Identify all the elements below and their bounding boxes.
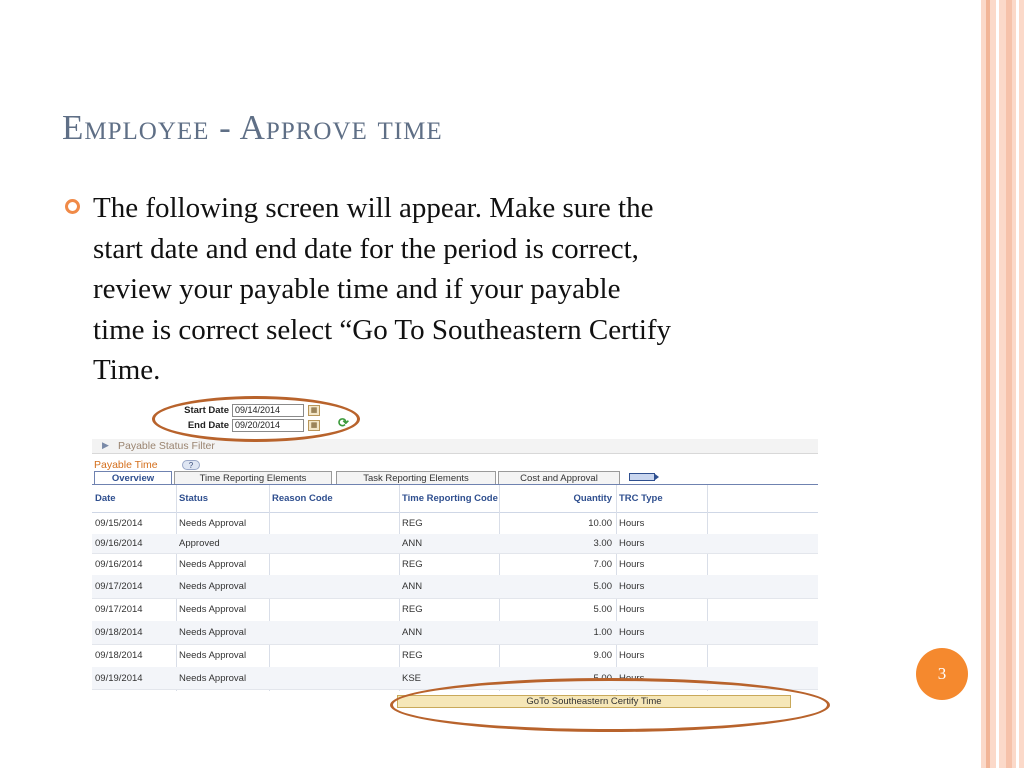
column-header-quantity: Quantity: [573, 492, 612, 504]
table-row: [92, 534, 818, 554]
cell-quantity: 1.00: [593, 627, 612, 638]
cell-status: Needs Approval: [179, 604, 247, 615]
column-header-status: Status: [179, 492, 209, 504]
calendar-icon[interactable]: ▦: [308, 420, 320, 431]
cell-trc: REG: [402, 518, 423, 529]
cell-date: 09/16/2014: [95, 558, 143, 570]
cell-quantity: 5.00: [593, 581, 612, 592]
cell-quantity: 5.00: [593, 672, 612, 684]
decorative-stripe: [986, 0, 990, 768]
cell-status: Needs Approval: [179, 518, 247, 529]
cell-reason: [269, 598, 399, 621]
cell-reason: [269, 667, 399, 689]
table-row: [92, 644, 818, 668]
body-line: time is correct select “Go To Southeastern Certify: [93, 313, 672, 346]
tab-task-reporting-elements[interactable]: Task Reporting Elements: [336, 471, 496, 484]
cell-date: 09/18/2014: [95, 627, 143, 638]
goto-certify-time-button[interactable]: GoTo Southeastern Certify Time: [397, 695, 791, 708]
refresh-icon[interactable]: ⟳: [338, 415, 349, 430]
body-line: The following screen will appear. Make sure the: [93, 192, 654, 224]
cell-date: 09/17/2014: [95, 604, 143, 615]
cell-trc-type: Hours: [619, 581, 645, 592]
show-all-columns-icon[interactable]: [629, 473, 655, 481]
decorative-stripe: [1016, 0, 1019, 768]
start-date-input[interactable]: 09/14/2014: [232, 404, 304, 417]
highlight-oval-certify: [390, 678, 830, 732]
cell-date: 09/17/2014: [95, 581, 143, 592]
expand-triangle-icon: ▶: [102, 440, 109, 450]
tab-bar: [92, 471, 818, 485]
start-date-label: Start Date: [184, 405, 229, 416]
slide-body: [93, 188, 893, 391]
cell-status: Needs Approval: [179, 650, 247, 661]
body-line: Time.: [93, 354, 161, 386]
body-line: start date and end date for the period is correct,: [93, 232, 639, 265]
cell-quantity: 5.00: [593, 604, 612, 615]
column-header-time-reporting-code: Time Reporting Code: [402, 492, 498, 504]
cell-trc: REG: [402, 604, 423, 615]
cell-quantity: 7.00: [593, 558, 612, 570]
cell-status: Needs Approval: [179, 672, 247, 684]
help-icon[interactable]: ?: [182, 460, 200, 470]
cell-trc: REG: [402, 558, 423, 570]
cell-status: Needs Approval: [179, 581, 247, 592]
payable-time-label: Payable Time: [94, 459, 158, 471]
cell-date: 09/16/2014: [95, 538, 143, 549]
cell-trc-type: Hours: [619, 558, 645, 570]
cell-reason: [269, 621, 399, 644]
table-row: [92, 575, 818, 599]
cell-trc: ANN: [402, 538, 423, 549]
cell-status: Approved: [179, 538, 220, 549]
decorative-stripe: [996, 0, 999, 768]
cell-trc-type: Hours: [619, 538, 645, 549]
cell-trc-type: Hours: [619, 650, 645, 661]
cell-trc-type: Hours: [619, 672, 645, 684]
tab-time-reporting-elements[interactable]: Time Reporting Elements: [174, 471, 332, 484]
highlight-oval-dates: [152, 396, 360, 442]
cell-date: 09/19/2014: [95, 672, 143, 684]
cell-status: Needs Approval: [179, 558, 247, 570]
cell-reason: [269, 575, 399, 598]
filter-label: Payable Status Filter: [118, 440, 215, 452]
page-number-badge: 3: [916, 648, 968, 700]
slide-title: Employee - Approve time: [62, 108, 443, 147]
calendar-icon[interactable]: ▦: [308, 405, 320, 416]
decorative-stripe: [1006, 0, 1012, 768]
grid-header: [92, 485, 818, 513]
cell-trc: KSE: [402, 672, 422, 684]
tab-overview[interactable]: Overview: [94, 471, 172, 484]
cell-trc: REG: [402, 650, 423, 661]
cell-trc-type: Hours: [619, 518, 645, 529]
column-header-trc-type: TRC Type: [619, 492, 663, 504]
cell-trc: ANN: [402, 581, 423, 592]
cell-quantity: 9.00: [593, 650, 612, 661]
table-row: [92, 513, 818, 535]
cell-trc-type: Hours: [619, 627, 645, 638]
table-row: [92, 598, 818, 622]
cell-quantity: 10.00: [588, 518, 612, 529]
end-date-input[interactable]: 09/20/2014: [232, 419, 304, 432]
table-row: [92, 553, 818, 576]
cell-reason: [269, 644, 399, 667]
cell-reason: [269, 553, 399, 575]
cell-date: 09/15/2014: [95, 518, 143, 529]
cell-trc: ANN: [402, 627, 423, 638]
end-date-label: End Date: [187, 420, 229, 431]
body-line: review your payable time and if your payable: [93, 273, 621, 305]
cell-reason: [269, 534, 399, 553]
bullet-icon: [65, 199, 80, 214]
payable-status-filter[interactable]: [92, 439, 818, 454]
cell-quantity: 3.00: [593, 538, 612, 549]
cell-status: Needs Approval: [179, 627, 247, 638]
column-header-date: Date: [95, 492, 116, 504]
column-header-reason-code: Reason Code: [272, 492, 333, 504]
timesheet-screenshot: [92, 402, 818, 712]
cell-trc-type: Hours: [619, 604, 645, 615]
cell-reason: [269, 513, 399, 534]
tab-cost-and-approval[interactable]: Cost and Approval: [498, 471, 620, 484]
cell-date: 09/18/2014: [95, 650, 143, 661]
table-row: [92, 621, 818, 645]
